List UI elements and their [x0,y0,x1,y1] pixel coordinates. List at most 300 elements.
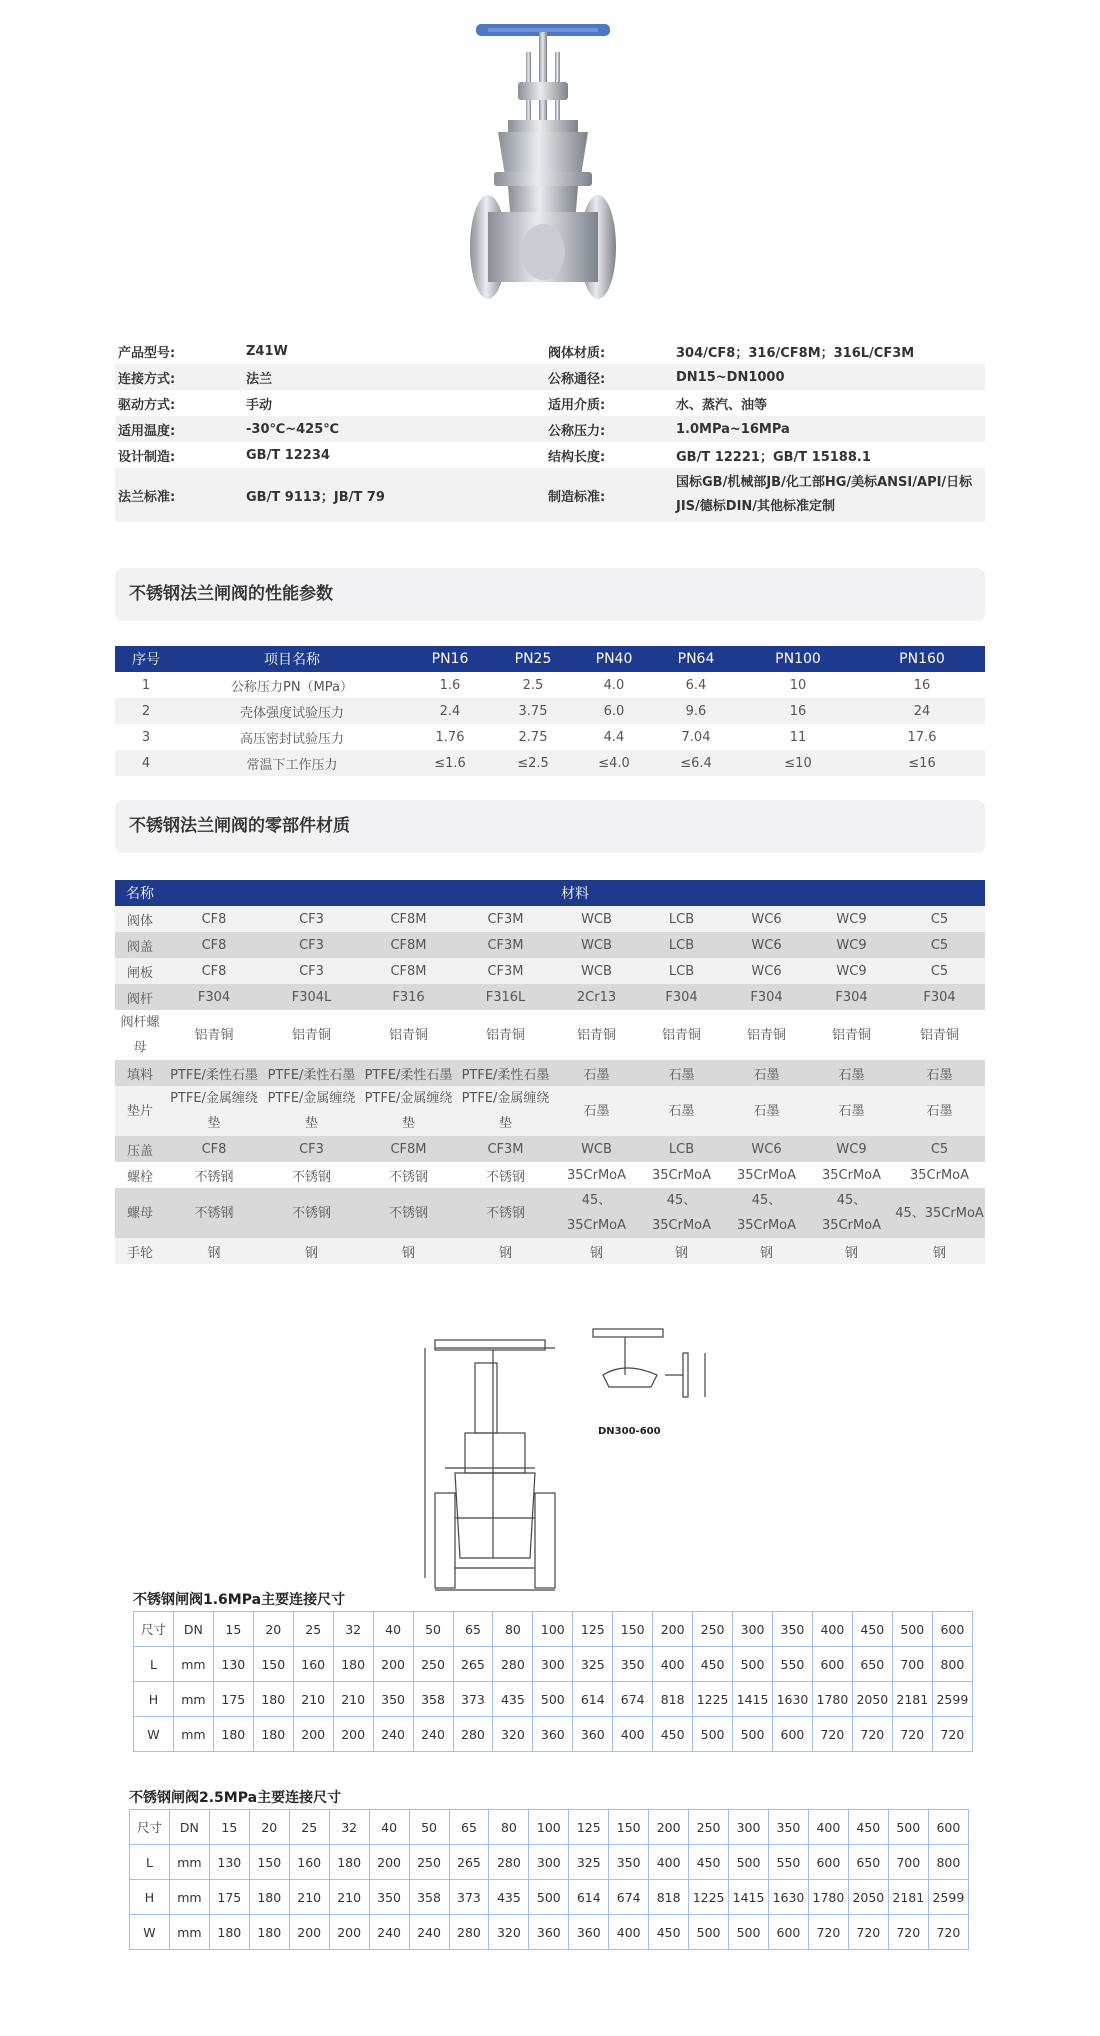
dimension-table-1 [133,1611,973,1752]
spec-value: Z41W [243,338,545,364]
material-cell: 不锈钢 [457,1188,554,1238]
material-cell: 铝青铜 [894,1010,985,1060]
table-cell: 6.4 [655,672,737,698]
part-name: 阀杆螺母 [115,1010,165,1060]
dimension-cell: 550 [773,1647,813,1682]
table-row [115,750,985,776]
table-cell: 11 [737,724,859,750]
dimension-cell: 尺寸 [130,1810,170,1845]
column-header: PN64 [655,646,737,672]
material-cell: F304 [809,984,894,1010]
dimension-cell: 100 [533,1612,573,1647]
dimension-cell: 720 [932,1717,972,1752]
part-name: 填料 [115,1060,165,1086]
dimension-cell: 373 [449,1880,489,1915]
dimension-cell: 720 [812,1717,852,1752]
material-cell: PTFE/柔性石墨 [263,1060,360,1086]
dimension-cell: 300 [733,1612,773,1647]
dimension-cell: 180 [209,1915,249,1950]
dimension-cell: 125 [573,1612,613,1647]
material-cell: 石墨 [894,1060,985,1086]
dimension-cell: 500 [888,1810,928,1845]
dimension-cell: mm [173,1682,213,1717]
dimension-cell: L [130,1845,170,1880]
dimension-cell: 2599 [928,1880,968,1915]
table-cell: 9.6 [655,698,737,724]
dimension-cell: 125 [569,1810,609,1845]
material-cell: 石墨 [639,1086,724,1136]
material-cell: PTFE/金属缠绕垫 [263,1086,360,1136]
spec-label: 制造标准: [545,468,673,522]
dimension-cell: 160 [289,1845,329,1880]
dimension-cell: 500 [689,1915,729,1950]
dimension-cell: 320 [489,1915,529,1950]
table-cell: 6.0 [573,698,655,724]
material-cell: CF3 [263,1136,360,1162]
spec-value: 1.0MPa~16MPa [673,416,985,442]
material-cell: 不锈钢 [165,1188,263,1238]
dimension-cell: 500 [693,1717,733,1752]
dimension-cell: 1780 [808,1880,848,1915]
table-cell: 2 [115,698,177,724]
dimension-cell: W [130,1915,170,1950]
material-cell: F304L [263,984,360,1010]
table-cell: ≤10 [737,750,859,776]
spec-label: 公称压力: [545,416,673,442]
material-cell: WC9 [809,958,894,984]
table-row [130,1880,969,1915]
table-cell: ≤1.6 [407,750,493,776]
dimension-cell: 240 [413,1717,453,1752]
part-name: 螺栓 [115,1162,165,1188]
dimension-cell: 500 [729,1845,769,1880]
table-cell: 7.04 [655,724,737,750]
dimension-cell: 200 [329,1915,369,1950]
dimension-cell: 40 [369,1810,409,1845]
diagram-caption: DN300-600 [598,1426,661,1437]
dimension-cell: 280 [449,1915,489,1950]
spec-label: 结构长度: [545,442,673,468]
dimension-cell: mm [169,1845,209,1880]
dimension-cell: 240 [409,1915,449,1950]
dimension-cell: 1415 [733,1682,773,1717]
dimension-cell: 180 [249,1880,289,1915]
spec-value: -30℃~425℃ [243,416,545,442]
material-cell: 不锈钢 [165,1162,263,1188]
dimension-cell: mm [169,1880,209,1915]
dimension-cell: 435 [493,1682,533,1717]
spec-value: 国标GB/机械部JB/化工部HG/美标ANSI/API/日标JIS/德标DIN/其他标准定制 [673,468,985,522]
dimension-cell: 800 [932,1647,972,1682]
dimension-cell: 2050 [852,1682,892,1717]
material-cell: 石墨 [554,1060,639,1086]
dimension-cell: 175 [213,1682,253,1717]
material-cell: 铝青铜 [809,1010,894,1060]
material-cell: WC9 [809,1136,894,1162]
dimension-cell: 80 [489,1810,529,1845]
dimension-cell: 200 [333,1717,373,1752]
dimension-cell: 210 [329,1880,369,1915]
materials-table [115,880,985,1264]
table-cell: 1 [115,672,177,698]
part-name: 闸板 [115,958,165,984]
table-cell: ≤4.0 [573,750,655,776]
spec-label: 设计制造: [115,442,243,468]
spec-value: GB/T 12234 [243,442,545,468]
dimension-cell: DN [169,1810,209,1845]
table-cell: 3 [115,724,177,750]
dimension-cell: 200 [653,1612,693,1647]
dimension-cell: 280 [493,1647,533,1682]
dimension-cell: 180 [253,1717,293,1752]
part-name: 阀盖 [115,932,165,958]
spec-value: DN15~DN1000 [673,364,985,390]
dimension-cell: 200 [369,1845,409,1880]
performance-table [115,646,985,776]
material-cell: LCB [639,932,724,958]
dimension-cell: 720 [848,1915,888,1950]
table-cell: 1.76 [407,724,493,750]
dimension-cell: 500 [733,1717,773,1752]
table-row [115,1010,985,1060]
material-cell: 铝青铜 [457,1010,554,1060]
table-cell: 17.6 [859,724,985,750]
spec-value: GB/T 9113；JB/T 79 [243,468,545,522]
table-row [115,1136,985,1162]
material-cell: F316 [360,984,457,1010]
spec-value: 手动 [243,390,545,416]
dimension-cell: 2181 [888,1880,928,1915]
dimension-cell: 400 [812,1612,852,1647]
column-header-material: 材料 [165,880,985,906]
material-cell: 35CrMoA [894,1162,985,1188]
material-cell: 不锈钢 [457,1162,554,1188]
material-cell: 45、35CrMoA [894,1188,985,1238]
material-cell: CF3 [263,958,360,984]
table-cell: ≤2.5 [493,750,573,776]
material-cell: 铝青铜 [360,1010,457,1060]
material-cell: WC6 [724,1136,809,1162]
dimension-cell: 720 [928,1915,968,1950]
dimension-cell: DN [173,1612,213,1647]
dimension-cell: 350 [769,1810,809,1845]
dimension-cell: 818 [649,1880,689,1915]
material-cell: 45、35CrMoA [554,1188,639,1238]
dimension-cell: 500 [729,1915,769,1950]
dimension-cell: 65 [449,1810,489,1845]
dimension-cell: 尺寸 [134,1612,174,1647]
dimension-cell: 550 [769,1845,809,1880]
material-cell: C5 [894,1136,985,1162]
dimension-cell: 280 [453,1717,493,1752]
dimension-cell: 20 [253,1612,293,1647]
material-cell: 石墨 [724,1060,809,1086]
dimension-cell: mm [169,1915,209,1950]
material-cell: CF3M [457,958,554,984]
material-cell: 不锈钢 [263,1162,360,1188]
dimension-cell: 130 [213,1647,253,1682]
table-cell: 16 [859,672,985,698]
dimension-cell: 373 [453,1682,493,1717]
material-cell: F304 [724,984,809,1010]
dimension-cell: 130 [209,1845,249,1880]
material-cell: 铝青铜 [165,1010,263,1060]
dimension-cell: 180 [329,1845,369,1880]
spec-label: 公称通径: [545,364,673,390]
spec-row [115,416,985,442]
dimension-cell: 650 [852,1647,892,1682]
dimension-cell: 325 [573,1647,613,1682]
dimension-cell: 325 [569,1845,609,1880]
material-cell: 石墨 [809,1060,894,1086]
dimension-cell: 358 [413,1682,453,1717]
dimension-cell: 1630 [769,1880,809,1915]
dimension-cell: 700 [888,1845,928,1880]
table-cell: 10 [737,672,859,698]
dimension-cell: 1415 [729,1880,769,1915]
material-cell: WC6 [724,906,809,932]
material-cell: 钢 [554,1238,639,1264]
table-row [115,958,985,984]
spec-label: 产品型号: [115,338,243,364]
table-cell: 2.75 [493,724,573,750]
dimension-cell: 200 [649,1810,689,1845]
dimension-cell: 265 [453,1647,493,1682]
dimension-cell: 200 [293,1717,333,1752]
material-cell: CF3 [263,932,360,958]
dimension-cell: 500 [533,1682,573,1717]
dim-table-1-title: 不锈钢闸阀1.6MPa主要连接尺寸 [133,1592,346,1608]
dimension-cell: 720 [892,1717,932,1752]
dimension-cell: 600 [932,1612,972,1647]
spec-label: 阀体材质: [545,338,673,364]
dimension-cell: 300 [529,1845,569,1880]
material-cell: CF8M [360,958,457,984]
column-header: PN16 [407,646,493,672]
table-row [130,1810,969,1845]
table-row [134,1647,973,1682]
dimension-cell: 450 [852,1612,892,1647]
material-cell: 铝青铜 [263,1010,360,1060]
material-cell: 石墨 [724,1086,809,1136]
dimension-cell: 175 [209,1880,249,1915]
material-cell: 35CrMoA [724,1162,809,1188]
spec-row [115,338,985,364]
material-cell: 钢 [360,1238,457,1264]
material-cell: CF8 [165,1136,263,1162]
material-cell: CF8 [165,906,263,932]
dimension-cell: 350 [773,1612,813,1647]
dimension-cell: 250 [693,1612,733,1647]
dimension-cell: 15 [213,1612,253,1647]
dimension-cell: 250 [409,1845,449,1880]
dimension-cell: 360 [573,1717,613,1752]
dimension-cell: 360 [529,1915,569,1950]
table-row [115,672,985,698]
material-cell: PTFE/柔性石墨 [165,1060,263,1086]
material-cell: 35CrMoA [554,1162,639,1188]
table-cell: 常温下工作压力 [177,750,407,776]
material-cell: C5 [894,958,985,984]
material-cell: 石墨 [554,1086,639,1136]
material-cell: CF3 [263,906,360,932]
table-cell: 高压密封试验压力 [177,724,407,750]
dimension-cell: 160 [293,1647,333,1682]
spec-row [115,442,985,468]
table-cell: 2.5 [493,672,573,698]
material-cell: 钢 [165,1238,263,1264]
material-cell: F304 [165,984,263,1010]
table-cell: 公称压力PN（MPa） [177,672,407,698]
dimension-cell: 700 [892,1647,932,1682]
dimension-cell: 450 [689,1845,729,1880]
material-cell: CF8M [360,932,457,958]
dimension-cell: 435 [489,1880,529,1915]
table-cell: ≤16 [859,750,985,776]
dimension-cell: 320 [493,1717,533,1752]
dimension-cell: 65 [453,1612,493,1647]
material-cell: 石墨 [894,1086,985,1136]
dimension-cell: 450 [848,1810,888,1845]
column-header: 序号 [115,646,177,672]
part-name: 阀体 [115,906,165,932]
dimension-cell: 2050 [848,1880,888,1915]
section-title-performance: 不锈钢法兰闸阀的性能参数 [115,568,985,621]
material-cell: 石墨 [809,1086,894,1136]
dimension-cell: 210 [289,1880,329,1915]
dimension-cell: 600 [773,1717,813,1752]
dimension-cell: 150 [613,1612,653,1647]
material-cell: 铝青铜 [639,1010,724,1060]
table-cell: 1.6 [407,672,493,698]
dimension-cell: 250 [689,1810,729,1845]
column-header: 项目名称 [177,646,407,672]
material-cell: 钢 [809,1238,894,1264]
spec-label: 适用温度: [115,416,243,442]
dimension-cell: 720 [852,1717,892,1752]
material-cell: C5 [894,932,985,958]
material-cell: LCB [639,958,724,984]
dimension-cell: 280 [489,1845,529,1880]
dimension-cell: H [130,1880,170,1915]
dimension-cell: 200 [289,1915,329,1950]
dimension-cell: 50 [413,1612,453,1647]
spec-label: 法兰标准: [115,468,243,522]
table-row [115,1162,985,1188]
part-name: 手轮 [115,1238,165,1264]
table-row [115,1086,985,1136]
dimension-cell: 400 [649,1845,689,1880]
dimension-cell: 600 [928,1810,968,1845]
material-cell: F316L [457,984,554,1010]
table-cell: 壳体强度试验压力 [177,698,407,724]
table-row [115,932,985,958]
dimension-cell: 614 [573,1682,613,1717]
material-cell: PTFE/柔性石墨 [457,1060,554,1086]
dimension-cell: 400 [613,1717,653,1752]
material-cell: WC9 [809,906,894,932]
dimension-cell: 358 [409,1880,449,1915]
spec-value: GB/T 12221；GB/T 15188.1 [673,442,985,468]
dimension-cell: 20 [249,1810,289,1845]
table-row [115,1188,985,1238]
table-cell: 2.4 [407,698,493,724]
table-row [115,1060,985,1086]
dimension-cell: 40 [373,1612,413,1647]
material-cell: 铝青铜 [554,1010,639,1060]
dim-table-2-title: 不锈钢闸阀2.5MPa主要连接尺寸 [129,1790,342,1806]
table-cell: ≤6.4 [655,750,737,776]
spec-label: 连接方式: [115,364,243,390]
dimension-cell: 50 [409,1810,449,1845]
material-cell: WC6 [724,958,809,984]
dimension-cell: W [134,1717,174,1752]
dimension-cell: 150 [249,1845,289,1880]
material-cell: 铝青铜 [724,1010,809,1060]
dimension-cell: 25 [293,1612,333,1647]
material-cell: LCB [639,906,724,932]
material-cell: 钢 [263,1238,360,1264]
dimension-cell: 180 [249,1915,289,1950]
material-cell: LCB [639,1136,724,1162]
dimension-cell: 25 [289,1810,329,1845]
dimension-cell: 500 [892,1612,932,1647]
dimension-cell: 600 [808,1845,848,1880]
dimension-cell: 500 [529,1880,569,1915]
material-cell: PTFE/金属缠绕垫 [457,1086,554,1136]
dimension-cell: 818 [653,1682,693,1717]
table-row [134,1717,973,1752]
material-cell: WC9 [809,932,894,958]
spec-value: 法兰 [243,364,545,390]
dimension-cell: mm [173,1717,213,1752]
dimension-cell: 450 [693,1647,733,1682]
dimension-cell: 300 [729,1810,769,1845]
material-cell: 45、35CrMoA [724,1188,809,1238]
dimension-cell: 240 [369,1915,409,1950]
material-cell: PTFE/柔性石墨 [360,1060,457,1086]
material-cell: WC6 [724,932,809,958]
material-cell: 不锈钢 [360,1188,457,1238]
dimension-cell: 180 [213,1717,253,1752]
valve-product-image [468,22,618,312]
column-header-name: 名称 [115,880,165,906]
dimension-cell: 180 [333,1647,373,1682]
part-name: 阀杆 [115,984,165,1010]
dimension-cell: 350 [369,1880,409,1915]
table-row [130,1915,969,1950]
column-header: PN100 [737,646,859,672]
material-cell: 钢 [457,1238,554,1264]
dimension-cell: 400 [609,1915,649,1950]
dimension-cell: 674 [613,1682,653,1717]
dimension-cell: 360 [569,1915,609,1950]
column-header: PN25 [493,646,573,672]
dimension-cell: 32 [333,1612,373,1647]
dimension-cell: 1780 [812,1682,852,1717]
table-cell: 4.0 [573,672,655,698]
spec-value: 水、蒸汽、油等 [673,390,985,416]
material-cell: 钢 [894,1238,985,1264]
dimension-cell: 210 [333,1682,373,1717]
table-row [134,1612,973,1647]
spec-row [115,364,985,390]
dimension-cell: 265 [449,1845,489,1880]
material-cell: CF3M [457,906,554,932]
column-header: PN160 [859,646,985,672]
material-cell: WCB [554,1136,639,1162]
dimension-cell: 32 [329,1810,369,1845]
